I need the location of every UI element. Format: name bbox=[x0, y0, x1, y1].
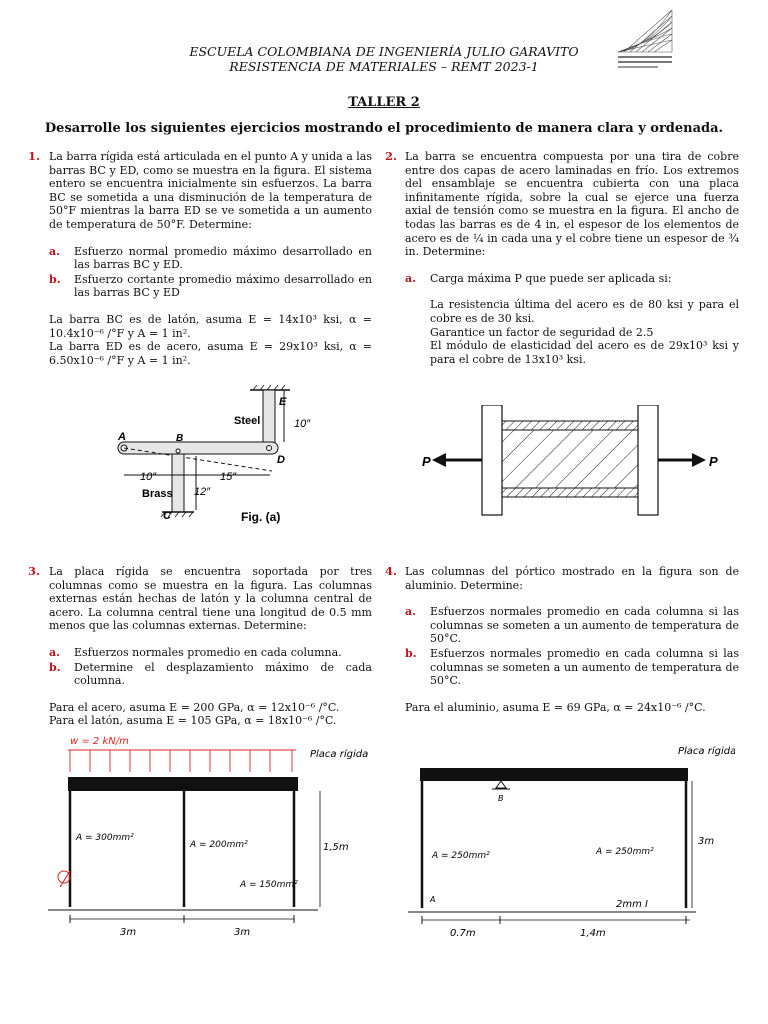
header-line-2: RESISTENCIA DE MATERIALES – REMT 2023-1 bbox=[229, 59, 539, 74]
problem-1-data-1: La barra BC es de latón, asuma E = 14x10³ ksi, α = 10.4x10⁻⁶ /°F y A = 1 in². bbox=[49, 312, 372, 340]
label-e: E bbox=[279, 396, 287, 408]
item-label: a. bbox=[49, 645, 60, 659]
item-label: a. bbox=[405, 271, 416, 285]
label-d: D bbox=[277, 454, 285, 466]
problem-2-conditions bbox=[405, 298, 739, 366]
area-label-1: A = 250mm² bbox=[432, 851, 490, 861]
item-text: Esfuerzos normales promedio en cada columna si las columnas se someten a un aumento de temperatura de 50°C. bbox=[430, 646, 739, 688]
university-logo bbox=[614, 6, 678, 74]
label-brass: Brass bbox=[142, 488, 173, 500]
dim-12: 12″ bbox=[194, 486, 211, 498]
header-line-1: ESCUELA COLOMBIANA DE INGENIERÍA JULIO GARAVITO bbox=[189, 44, 579, 59]
gap-label: 2mm I bbox=[616, 899, 648, 910]
load-p-right: P bbox=[709, 454, 718, 469]
problem-1 bbox=[49, 150, 372, 367]
problem-4-text: Las columnas del pórtico mostrado en la figura son de aluminio. Determine: bbox=[405, 565, 739, 592]
item-label: a. bbox=[49, 244, 60, 258]
label-b: B bbox=[176, 433, 184, 444]
problem-4-number: 4. bbox=[385, 564, 398, 578]
figure-caption: Fig. (a) bbox=[241, 510, 281, 524]
height-label: 3m bbox=[698, 836, 715, 847]
problem-4-data-1: Para el aluminio, asuma E = 69 GPa, α = 24x10⁻⁶ /°C. bbox=[405, 700, 706, 714]
problem-3-item-a bbox=[49, 646, 372, 660]
figure-3 bbox=[40, 727, 375, 942]
figure-2 bbox=[420, 405, 725, 520]
problem-2-number: 2. bbox=[385, 149, 398, 163]
item-text: Determine el desplazamiento máximo de cada columna. bbox=[74, 660, 372, 688]
problem-3-data-1: Para el acero, asuma E = 200 GPa, α = 12x10⁻⁶ /°C. bbox=[49, 700, 340, 714]
problem-3-text: La placa rígida se encuentra soportada por tres columnas como se muestra en la figura. Las columnas externas están hechas de latón y la columna central de acero. La columna central tiene una longitud de 0.5 mm menos que las columnas externas. Determine: bbox=[49, 565, 372, 633]
problem-3-number: 3. bbox=[28, 564, 41, 578]
problem-2 bbox=[405, 150, 739, 366]
label-a: A bbox=[118, 431, 126, 443]
plate-label: Placa rígida bbox=[678, 746, 735, 757]
area-label-2: A = 250mm² bbox=[596, 847, 654, 857]
distributed-load-label: w = 2 kN/m bbox=[70, 736, 129, 747]
problem-3-data-2: Para el latón, asuma E = 105 GPa, α = 18x10⁻⁶ /°C. bbox=[49, 714, 337, 728]
item-text: Esfuerzos normales promedio en cada columna si las columnas se someten a un aumento de temperatura de 50°C. bbox=[430, 605, 739, 646]
dim-15: 15″ bbox=[220, 471, 237, 483]
problem-1-item-a bbox=[49, 245, 372, 272]
problem-4-item-b bbox=[405, 647, 739, 688]
problem-2-text: La barra se encuentra compuesta por una tira de cobre entre dos capas de acero laminadas en frío. Los extremos del ensamblaje se encuentra cubierta con una placa infinitamente rígida, sobre la cual se ejerce una fuerza axial de tensión como se muestra en la figura. El ancho de todas las barras es de 4 in, el espesor de los elementos de acero es de ¼ in cada una y el cobre tiene un espesor de ¾ in. Determine: bbox=[405, 150, 739, 259]
label-steel: Steel bbox=[234, 415, 261, 427]
condition-3: El módulo de elasticidad del acero es de 29x10³ ksi y para el cobre de 13x10³ ksi. bbox=[430, 339, 739, 366]
problem-3-item-b bbox=[49, 661, 372, 688]
dim-10: 10″ bbox=[140, 471, 157, 483]
label-a: A bbox=[430, 895, 436, 904]
item-text: Carga máxima P que puede ser aplicada si: bbox=[430, 271, 672, 285]
load-p-left: P bbox=[422, 454, 431, 469]
span-label-1: 3m bbox=[120, 927, 137, 938]
figure-4 bbox=[400, 740, 735, 945]
span-label-2: 3m bbox=[234, 927, 251, 938]
label-b: B bbox=[498, 794, 504, 803]
area-label-1: A = 300mm² bbox=[76, 833, 134, 843]
dim-10-vertical: 10″ bbox=[294, 418, 311, 430]
figure-1 bbox=[110, 385, 330, 525]
condition-1: La resistencia última del acero es de 80 ksi y para el cobre es de 30 ksi. bbox=[430, 298, 739, 325]
problem-1-text: La barra rígida está articulada en el punto A y unida a las barras BC y ED, como se muestra en la figura. El sistema entero se encuentra inicialmente sin esfuerzos. La barra BC se sometida a una disminución de la temperatura de 50°F mientras la barra ED se ve sometida a un aumento de temperatura de 50°F. Determine: bbox=[49, 150, 372, 231]
area-label-3: A = 150mm² bbox=[240, 880, 298, 890]
item-label: b. bbox=[49, 272, 61, 286]
item-text: Esfuerzo cortante promedio máximo desarrollado en las barras BC y ED bbox=[74, 272, 372, 300]
item-label: b. bbox=[49, 660, 61, 674]
problem-4-item-a bbox=[405, 605, 739, 646]
item-label: b. bbox=[405, 646, 417, 660]
page-title: TALLER 2 bbox=[348, 95, 420, 110]
item-label: a. bbox=[405, 605, 416, 619]
item-text: Esfuerzos normales promedio en cada columna. bbox=[74, 645, 342, 659]
condition-2: Garantice un factor de seguridad de 2.5 bbox=[430, 325, 654, 339]
problem-3 bbox=[49, 565, 372, 728]
span-label-1: 0.7m bbox=[450, 928, 476, 939]
problem-1-item-b bbox=[49, 273, 372, 300]
instructions: Desarrolle los siguientes ejercicios mostrando el procedimiento de manera clara y ordenada. bbox=[44, 121, 724, 136]
problem-2-item-a bbox=[405, 272, 739, 286]
area-label-2: A = 200mm² bbox=[190, 840, 248, 850]
item-text: Esfuerzo normal promedio máximo desarrollado en las barras BC y ED. bbox=[74, 244, 372, 272]
label-c: C bbox=[163, 510, 171, 522]
problem-4 bbox=[405, 565, 739, 714]
problem-1-number: 1. bbox=[28, 149, 41, 163]
problem-1-data-2: La barra ED es de acero, asuma E = 29x10³ ksi, α = 6.50x10⁻⁶ /°F y A = 1 in². bbox=[49, 340, 372, 367]
span-label-2: 1,4m bbox=[580, 928, 606, 939]
height-label: 1,5m bbox=[323, 842, 349, 853]
plate-label: Placa rígida bbox=[310, 749, 369, 760]
